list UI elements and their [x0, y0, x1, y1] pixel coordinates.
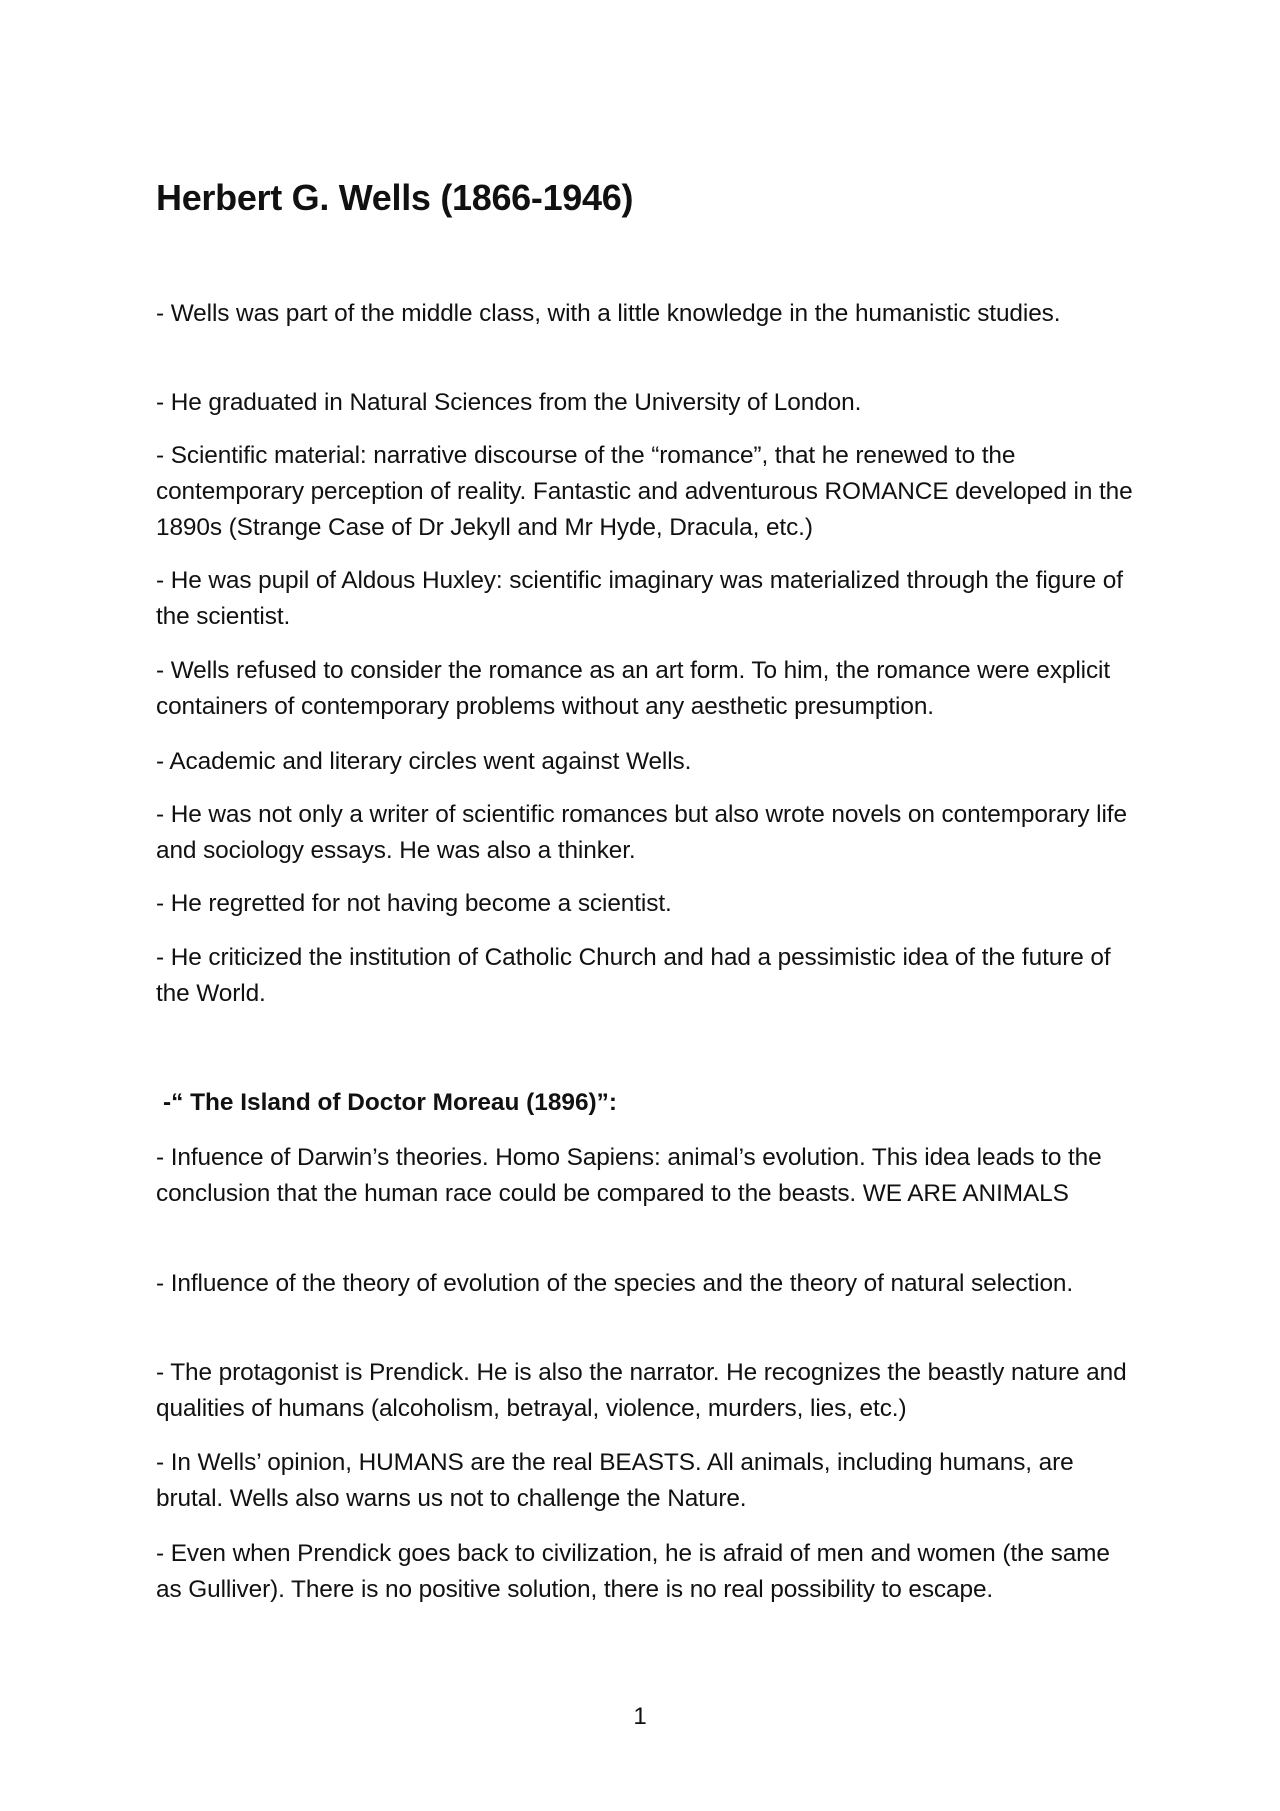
paragraph-middle-class: - Wells was part of the middle class, with a little knowledge in the humanistic studies. [156, 300, 1061, 327]
paragraph-romance-art-form: - Wells refused to consider the romance as an art form. To him, the romance were explicit containers of contemporary problems without any aesthetic presumption. [156, 657, 1111, 720]
paragraph-evolution-theory: - Influence of the theory of evolution of the species and the theory of natural selection. [156, 1270, 1074, 1297]
paragraph-huxley-pupil: - He was pupil of Aldous Huxley: scientific imaginary was materialized through the figure of the scientist. [156, 567, 1123, 630]
paragraph-writer-thinker: - He was not only a writer of scientific romances but also wrote novels on contemporary life and sociology essays. He was also a thinker. [156, 801, 1127, 864]
paragraph-humans-beasts: - In Wells’ opinion, HUMANS are the real BEASTS. All animals, including humans, are brutal. Wells also warns us not to challenge the Nature. [156, 1449, 1074, 1512]
paragraph-academic-circles: - Academic and literary circles went against Wells. [156, 748, 692, 775]
paragraph-catholic-church: - He criticized the institution of Catholic Church and had a pessimistic idea of the future of the World. [156, 944, 1111, 1007]
paragraph-scientific-material: - Scientific material: narrative discourse of the “romance”, that he renewed to the contemporary perception of reality. Fantastic and adventurous ROMANCE developed in the 1890s (Strange Case of Dr Jekyll and Mr Hyde, Dracula, etc.) [156, 442, 1133, 541]
paragraph-graduated: - He graduated in Natural Sciences from the University of London. [156, 389, 862, 416]
paragraph-protagonist: - The protagonist is Prendick. He is also the narrator. He recognizes the beastly nature and qualities of humans (alcoholism, betrayal, violence, murders, lies, etc.) [156, 1359, 1127, 1422]
page-title: Herbert G. Wells (1866-1946) [156, 177, 634, 218]
page-number: 1 [633, 1703, 647, 1730]
paragraph-regret: - He regretted for not having become a scientist. [156, 890, 672, 917]
section-heading-moreau: -“ The Island of Doctor Moreau (1896)”: [163, 1089, 617, 1116]
paragraph-darwin-influence: - Infuence of Darwin’s theories. Homo Sapiens: animal’s evolution. This idea leads to the conclusion that the human race could be compared to the beasts. WE ARE ANIMALS [156, 1144, 1102, 1207]
paragraph-civilization: - Even when Prendick goes back to civilization, he is afraid of men and women (the same as Gulliver). There is no positive solution, there is no real possibility to escape. [156, 1540, 1110, 1603]
